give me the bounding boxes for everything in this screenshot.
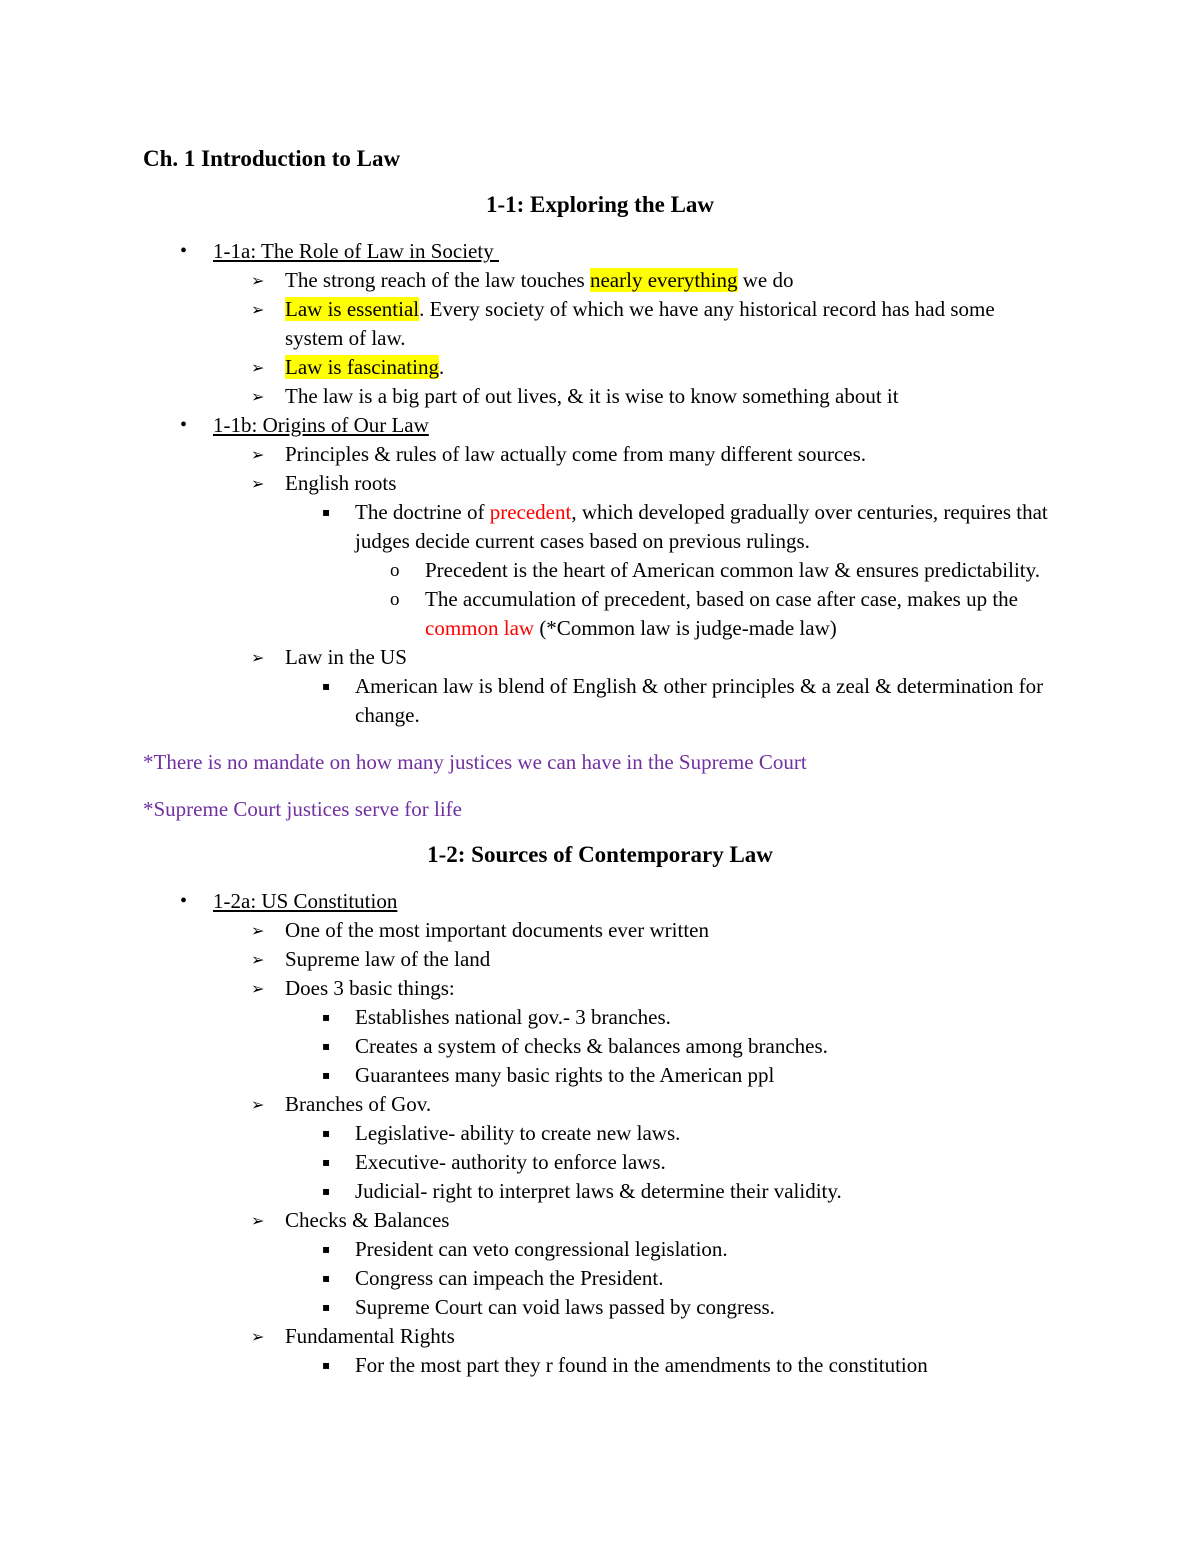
text-run: Congress can impeach the President. — [355, 1266, 664, 1290]
text-run: (*Common law is judge-made law) — [534, 616, 837, 640]
list-item-text — [285, 268, 794, 292]
list-item-level-2 — [143, 440, 1057, 469]
text-run: The law is a big part of out lives, & it is wise to know something about it — [285, 384, 899, 408]
list-item-text — [285, 1324, 455, 1348]
text-run: Law is essential — [285, 297, 420, 321]
text-run: *Supreme Court justices serve for life — [143, 797, 462, 821]
text-run: English roots — [285, 471, 397, 495]
list-item-text — [355, 1353, 928, 1377]
text-run: One of the most important documents ever written — [285, 918, 709, 942]
text-run: *There is no mandate on how many justices we can have in the Supreme Court — [143, 750, 807, 774]
text-run: President can veto congressional legislation. — [355, 1237, 728, 1261]
square-bullet-icon: ▪ — [322, 1271, 331, 1285]
list-item-level-3 — [143, 1293, 1057, 1322]
text-run: precedent — [489, 500, 572, 524]
arrowhead-bullet-icon: ➢ — [251, 921, 265, 940]
text-run: Checks & Balances — [285, 1208, 450, 1232]
arrowhead-bullet-icon: ➢ — [251, 445, 265, 464]
square-bullet-icon: ▪ — [322, 1126, 331, 1140]
list-item-text — [355, 1179, 842, 1203]
text-run: . — [438, 355, 445, 379]
list-item-level-2 — [143, 945, 1057, 974]
text-run: Guarantees many basic rights to the American ppl — [355, 1063, 775, 1087]
text-run: The strong reach of the law touches — [285, 268, 590, 292]
text-run: 1-2a: US Constitution — [213, 889, 398, 913]
list-item-level-3 — [143, 1119, 1057, 1148]
list-item-text — [425, 558, 1040, 582]
disc-bullet-icon: • — [180, 240, 188, 262]
text-run: . Every society of which we have any historical record has had some system of law. — [285, 297, 995, 350]
text-run: Precedent is the heart of American common law & ensures predictability. — [425, 558, 1041, 582]
annotation-note — [143, 748, 1057, 777]
square-bullet-icon: ▪ — [322, 1358, 331, 1372]
list-item-text — [355, 674, 1043, 727]
text-run: For the most part they r found in the amendments to the constitution — [355, 1353, 928, 1377]
text-run: Executive- authority to enforce laws. — [355, 1150, 666, 1174]
disc-bullet-icon: • — [180, 414, 188, 436]
text-run: 1-1b: Origins of Our Law — [213, 413, 429, 437]
text-run: Judicial- right to interpret laws & determine their validity. — [355, 1179, 842, 1203]
text-run: nearly everything — [589, 268, 738, 292]
arrowhead-bullet-icon: ➢ — [251, 1095, 265, 1114]
square-bullet-icon: ▪ — [322, 1242, 331, 1256]
text-run: Supreme law of the land — [285, 947, 491, 971]
list-item-level-2 — [143, 469, 1057, 498]
list-item-level-2 — [143, 643, 1057, 672]
list-item-text — [213, 889, 397, 913]
text-run: Principles & rules of law actually come from many different sources. — [285, 442, 867, 466]
list-item-level-2 — [143, 974, 1057, 1003]
text-run: Law is fascinating — [285, 355, 439, 379]
list-item-text — [355, 1237, 728, 1261]
list-item-level-3 — [143, 1264, 1057, 1293]
square-bullet-icon: ▪ — [322, 1184, 331, 1198]
circle-bullet-icon: o — [390, 560, 400, 581]
text-run: common law — [425, 616, 535, 640]
text-run: Establishes national gov.- 3 branches. — [355, 1005, 671, 1029]
text-run: Supreme Court can void laws passed by congress. — [355, 1295, 775, 1319]
list-item-level-2 — [143, 266, 1057, 295]
text-run: The accumulation of precedent, based on case after case, makes up the — [425, 587, 1018, 611]
square-bullet-icon: ▪ — [322, 1068, 331, 1082]
list-item-text — [285, 297, 995, 350]
text-run: Legislative- ability to create new laws. — [355, 1121, 681, 1145]
list-item-text — [285, 1092, 431, 1116]
arrowhead-bullet-icon: ➢ — [251, 1327, 265, 1346]
text-run: Fundamental Rights — [285, 1324, 455, 1348]
square-bullet-icon: ▪ — [322, 679, 331, 693]
list-item-text — [285, 976, 455, 1000]
list-item-level-4 — [143, 556, 1057, 585]
text-run: we do — [737, 268, 794, 292]
list-item-level-2 — [143, 916, 1057, 945]
list-item-text — [425, 587, 1018, 640]
text-run: American law is blend of English & other principles & a zeal & determination for change. — [355, 674, 1044, 727]
annotation-note — [143, 795, 1057, 824]
list-item-text — [355, 1005, 671, 1029]
text-run: , which developed gradually over centuries, requires that judges decide current cases based on previous rulings. — [355, 500, 1048, 553]
list-item-level-2 — [143, 353, 1057, 382]
square-bullet-icon: ▪ — [322, 1155, 331, 1169]
list-item-level-2 — [143, 1322, 1057, 1351]
square-bullet-icon: ▪ — [322, 505, 331, 519]
list-item-level-4 — [143, 585, 1057, 643]
square-bullet-icon: ▪ — [322, 1039, 331, 1053]
list-item-level-3 — [143, 1177, 1057, 1206]
arrowhead-bullet-icon: ➢ — [251, 271, 265, 290]
list-item-level-3 — [143, 1003, 1057, 1032]
arrowhead-bullet-icon: ➢ — [251, 300, 265, 319]
list-item-text — [285, 645, 407, 669]
arrowhead-bullet-icon: ➢ — [251, 950, 265, 969]
square-bullet-icon: ▪ — [322, 1010, 331, 1024]
arrowhead-bullet-icon: ➢ — [251, 387, 265, 406]
text-run: Branches of Gov. — [285, 1092, 432, 1116]
section-heading: 1-1: Exploring the Law — [485, 192, 715, 217]
list-item-text — [213, 239, 499, 263]
square-bullet-icon: ▪ — [322, 1300, 331, 1314]
list-item-text — [285, 1208, 449, 1232]
text-run: Creates a system of checks & balances among branches. — [355, 1034, 828, 1058]
list-item-level-3 — [143, 1061, 1057, 1090]
list-item-level-2 — [143, 382, 1057, 411]
circle-bullet-icon: o — [390, 589, 400, 610]
list-item-text — [285, 384, 899, 408]
arrowhead-bullet-icon: ➢ — [251, 474, 265, 493]
text-run: Law in the US — [285, 645, 407, 669]
text-run: 1-1a: The Role of Law in Society — [213, 239, 499, 263]
list-item-text — [355, 1063, 774, 1087]
list-item-level-3 — [143, 498, 1057, 556]
list-item-text — [213, 413, 429, 437]
list-item-level-2 — [143, 1090, 1057, 1119]
list-item-text — [285, 471, 396, 495]
arrowhead-bullet-icon: ➢ — [251, 358, 265, 377]
list-item-text — [355, 1150, 666, 1174]
list-item-level-1 — [143, 411, 1057, 440]
list-item-level-3 — [143, 1148, 1057, 1177]
list-item-text — [285, 442, 866, 466]
text-run: The doctrine of — [355, 500, 490, 524]
list-item-level-2 — [143, 1206, 1057, 1235]
list-item-level-3 — [143, 1351, 1057, 1380]
list-item-text — [285, 355, 444, 379]
disc-bullet-icon: • — [180, 890, 188, 912]
list-item-level-3 — [143, 1032, 1057, 1061]
list-item-level-2 — [143, 295, 1057, 353]
arrowhead-bullet-icon: ➢ — [251, 1211, 265, 1230]
list-item-text — [355, 1034, 828, 1058]
list-item-level-3 — [143, 1235, 1057, 1264]
list-item-text — [355, 1266, 664, 1290]
arrowhead-bullet-icon: ➢ — [251, 648, 265, 667]
text-run: Does 3 basic things: — [285, 976, 455, 1000]
list-item-level-1 — [143, 887, 1057, 916]
list-item-text — [285, 918, 709, 942]
list-item-text — [355, 500, 1048, 553]
document-title: Ch. 1 Introduction to Law — [143, 146, 401, 171]
section-heading: 1-2: Sources of Contemporary Law — [427, 842, 773, 867]
list-item-text — [355, 1121, 680, 1145]
arrowhead-bullet-icon: ➢ — [251, 979, 265, 998]
list-item-level-3 — [143, 672, 1057, 730]
list-item-level-1 — [143, 237, 1057, 266]
list-item-text — [285, 947, 490, 971]
list-item-text — [355, 1295, 775, 1319]
